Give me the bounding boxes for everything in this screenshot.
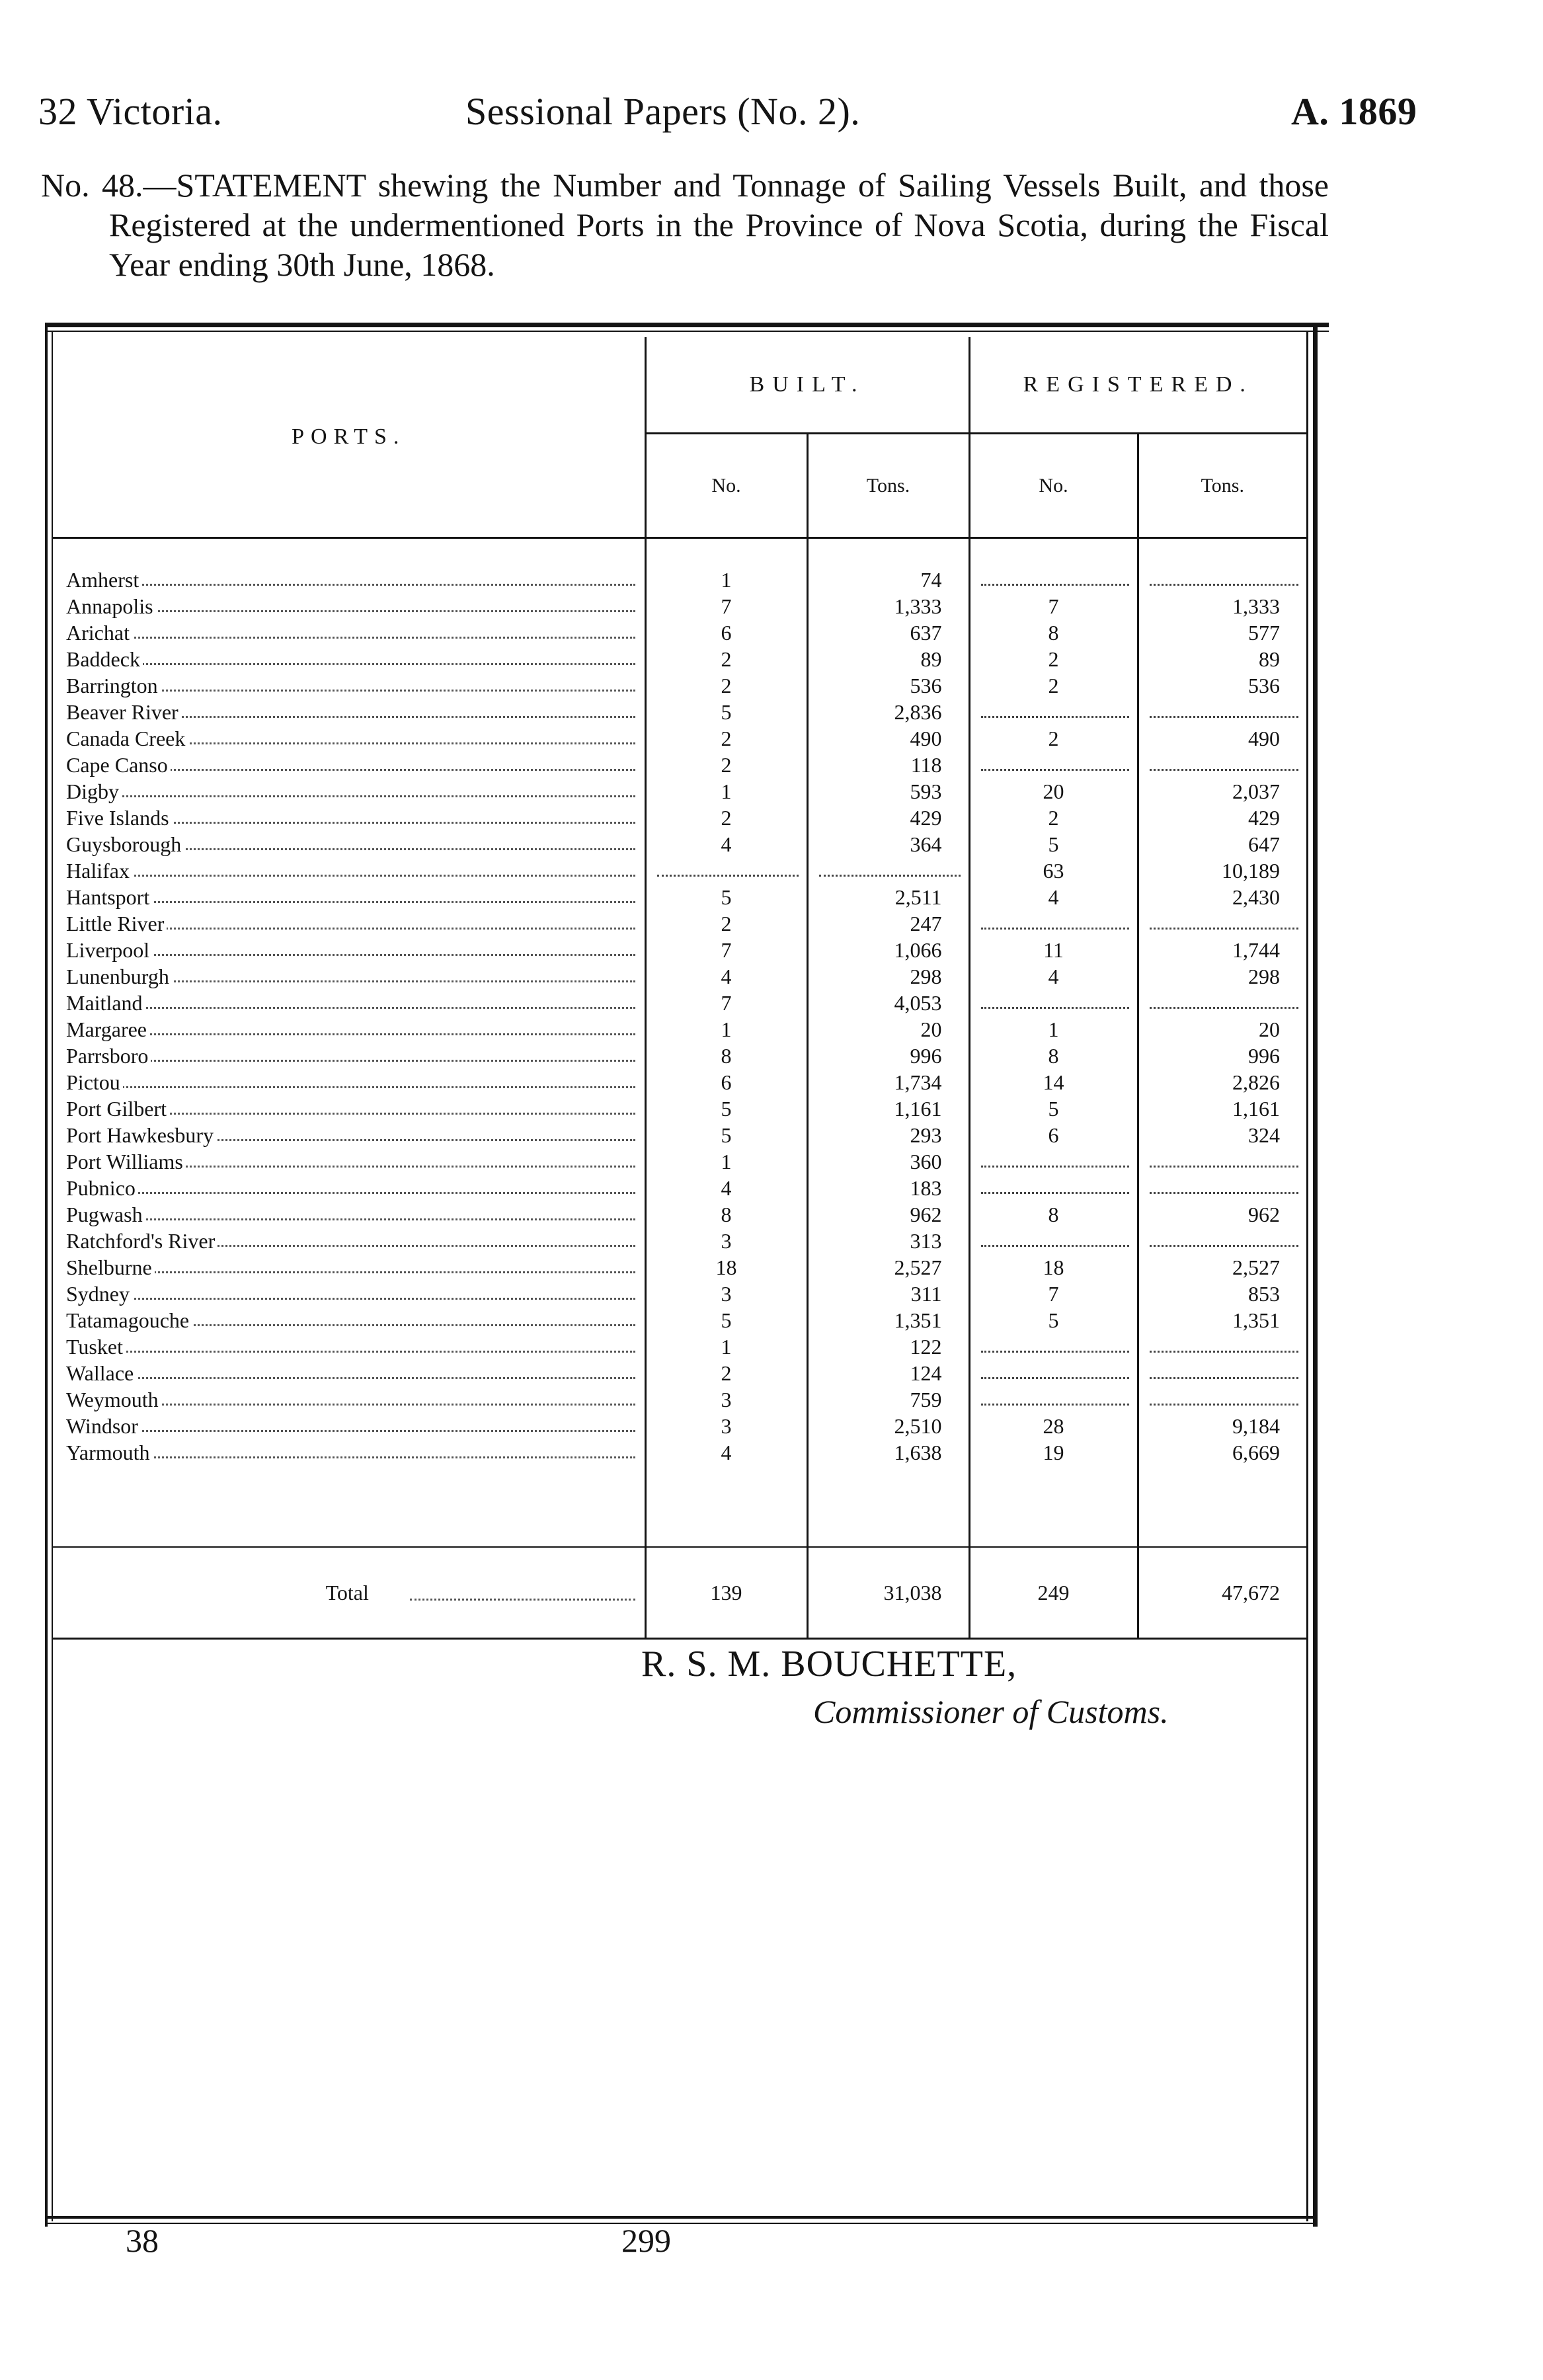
table-row bbox=[53, 778, 1306, 805]
registered-tons-cell bbox=[1138, 1333, 1306, 1360]
table-row bbox=[53, 752, 1306, 778]
total-registered-tons: 47,672 bbox=[1138, 1547, 1306, 1639]
table-row bbox=[53, 857, 1306, 884]
built-tons-cell: 311 bbox=[807, 1281, 969, 1307]
total-label-cell bbox=[53, 1547, 645, 1639]
table-row bbox=[53, 1333, 1306, 1360]
table-row bbox=[53, 593, 1306, 619]
built-no-cell: 3 bbox=[645, 1413, 807, 1439]
port-name: Ratchford's River bbox=[66, 1229, 218, 1253]
built-tons-cell: 1,734 bbox=[807, 1069, 969, 1095]
built-tons-cell: 637 bbox=[807, 619, 969, 646]
built-tons-cell: 759 bbox=[807, 1386, 969, 1413]
registered-no-cell bbox=[969, 567, 1138, 593]
registered-no-cell bbox=[969, 1386, 1138, 1413]
frame-rule-right-inner bbox=[1306, 331, 1308, 2221]
built-tons-cell: 298 bbox=[807, 963, 969, 990]
port-name: Pictou bbox=[66, 1070, 123, 1094]
registered-tons-cell: 2,037 bbox=[1138, 778, 1306, 805]
built-tons-cell: 2,527 bbox=[807, 1254, 969, 1281]
registered-tons-cell bbox=[1138, 1360, 1306, 1386]
vessels-table bbox=[53, 337, 1306, 1640]
built-no-cell: 2 bbox=[645, 805, 807, 831]
registered-no-cell: 6 bbox=[969, 1122, 1138, 1148]
table-row bbox=[53, 1439, 1306, 1466]
built-no-cell: 4 bbox=[645, 1175, 807, 1201]
total-registered-no: 249 bbox=[969, 1547, 1138, 1639]
registered-tons-cell: 1,161 bbox=[1138, 1095, 1306, 1122]
built-tons-cell: 2,510 bbox=[807, 1413, 969, 1439]
built-no-cell: 8 bbox=[645, 1201, 807, 1228]
port-name-cell bbox=[53, 1148, 645, 1175]
table-row bbox=[53, 1228, 1306, 1254]
port-name-cell bbox=[53, 1175, 645, 1201]
port-name: Halifax bbox=[66, 859, 132, 883]
port-name: Beaver River bbox=[66, 700, 181, 724]
table-row bbox=[53, 567, 1306, 593]
built-tons-cell: 429 bbox=[807, 805, 969, 831]
registered-no-cell: 2 bbox=[969, 646, 1138, 672]
registered-tons-cell: 298 bbox=[1138, 963, 1306, 990]
built-no-cell: 3 bbox=[645, 1281, 807, 1307]
registered-no-cell bbox=[969, 1333, 1138, 1360]
port-name: Sydney bbox=[66, 1282, 132, 1306]
registered-no-cell: 5 bbox=[969, 1307, 1138, 1333]
built-tons-cell: 536 bbox=[807, 672, 969, 699]
registered-no-cell bbox=[969, 699, 1138, 725]
table-row bbox=[53, 1307, 1306, 1333]
built-no-cell: 6 bbox=[645, 1069, 807, 1095]
registered-tons-cell: 647 bbox=[1138, 831, 1306, 857]
table-row bbox=[53, 1043, 1306, 1069]
registered-no-cell bbox=[969, 1228, 1138, 1254]
built-tons-cell: 1,638 bbox=[807, 1439, 969, 1466]
table-row bbox=[53, 831, 1306, 857]
registered-tons-cell bbox=[1138, 567, 1306, 593]
port-name: Parrsboro bbox=[66, 1044, 151, 1068]
port-name-cell bbox=[53, 1386, 645, 1413]
registered-no-cell: 20 bbox=[969, 778, 1138, 805]
built-no-cell: 1 bbox=[645, 778, 807, 805]
table-row bbox=[53, 805, 1306, 831]
registered-no-cell: 14 bbox=[969, 1069, 1138, 1095]
port-name-cell bbox=[53, 1201, 645, 1228]
built-no-cell: 1 bbox=[645, 1333, 807, 1360]
port-name-cell bbox=[53, 1043, 645, 1069]
table-row bbox=[53, 937, 1306, 963]
port-name-cell bbox=[53, 990, 645, 1016]
port-name-cell bbox=[53, 1413, 645, 1439]
registered-no-cell: 4 bbox=[969, 963, 1138, 990]
built-no-cell: 5 bbox=[645, 884, 807, 910]
port-name-cell bbox=[53, 1254, 645, 1281]
port-name: Little River bbox=[66, 912, 167, 935]
frame-rule-left bbox=[45, 323, 48, 2227]
registered-no-cell: 5 bbox=[969, 1095, 1138, 1122]
built-tons-cell: 593 bbox=[807, 778, 969, 805]
port-name-cell bbox=[53, 699, 645, 725]
port-name-cell bbox=[53, 910, 645, 937]
port-name: Windsor bbox=[66, 1414, 141, 1438]
built-tons-cell: 74 bbox=[807, 567, 969, 593]
built-tons-cell: 1,333 bbox=[807, 593, 969, 619]
built-tons-cell: 1,161 bbox=[807, 1095, 969, 1122]
table-row bbox=[53, 1413, 1306, 1439]
registered-tons-cell: 324 bbox=[1138, 1122, 1306, 1148]
port-name: Canada Creek bbox=[66, 727, 188, 750]
table-row bbox=[53, 1360, 1306, 1386]
registered-tons-cell: 536 bbox=[1138, 672, 1306, 699]
table-row bbox=[53, 1095, 1306, 1122]
port-name: Port Gilbert bbox=[66, 1097, 169, 1121]
port-name: Weymouth bbox=[66, 1388, 161, 1411]
header-year: A. 1869 bbox=[1291, 90, 1417, 133]
registered-no-cell: 4 bbox=[969, 884, 1138, 910]
built-no-cell: 4 bbox=[645, 1439, 807, 1466]
table-row bbox=[53, 910, 1306, 937]
port-name-cell bbox=[53, 1333, 645, 1360]
port-name: Baddeck bbox=[66, 647, 143, 671]
port-name: Wallace bbox=[66, 1361, 136, 1385]
registered-tons-cell: 89 bbox=[1138, 646, 1306, 672]
port-name-cell bbox=[53, 805, 645, 831]
port-name-cell bbox=[53, 1307, 645, 1333]
port-name-cell bbox=[53, 937, 645, 963]
built-no-cell: 2 bbox=[645, 646, 807, 672]
registered-tons-cell bbox=[1138, 752, 1306, 778]
table-row bbox=[53, 963, 1306, 990]
port-name-cell bbox=[53, 778, 645, 805]
port-name: Shelburne bbox=[66, 1255, 155, 1279]
port-name-cell bbox=[53, 963, 645, 990]
built-no-cell: 5 bbox=[645, 1122, 807, 1148]
frame-rule-top bbox=[45, 323, 1329, 327]
port-name-cell bbox=[53, 857, 645, 884]
built-no-cell: 3 bbox=[645, 1386, 807, 1413]
built-no-cell: 1 bbox=[645, 1016, 807, 1043]
port-name-cell bbox=[53, 884, 645, 910]
port-name: Pugwash bbox=[66, 1203, 145, 1226]
registered-no-cell: 63 bbox=[969, 857, 1138, 884]
port-name-cell bbox=[53, 1439, 645, 1466]
built-tons-cell: 313 bbox=[807, 1228, 969, 1254]
port-name-cell bbox=[53, 646, 645, 672]
built-no-cell: 5 bbox=[645, 1307, 807, 1333]
table-row bbox=[53, 1148, 1306, 1175]
registered-no-cell bbox=[969, 990, 1138, 1016]
table-row bbox=[53, 725, 1306, 752]
registered-tons-cell: 20 bbox=[1138, 1016, 1306, 1043]
table-row bbox=[53, 1175, 1306, 1201]
registered-no-cell bbox=[969, 752, 1138, 778]
registered-tons-cell: 10,189 bbox=[1138, 857, 1306, 884]
registered-tons-cell: 2,527 bbox=[1138, 1254, 1306, 1281]
port-name-cell bbox=[53, 1095, 645, 1122]
table-row bbox=[53, 1122, 1306, 1148]
registered-tons-cell bbox=[1138, 990, 1306, 1016]
built-tons-cell: 247 bbox=[807, 910, 969, 937]
registered-tons-cell: 853 bbox=[1138, 1281, 1306, 1307]
built-no-cell: 5 bbox=[645, 699, 807, 725]
built-tons-cell bbox=[807, 857, 969, 884]
port-name: Amherst bbox=[66, 568, 141, 592]
registered-tons-cell: 2,430 bbox=[1138, 884, 1306, 910]
registered-no-cell: 8 bbox=[969, 1043, 1138, 1069]
registered-tons-cell bbox=[1138, 1148, 1306, 1175]
registered-tons-cell bbox=[1138, 1228, 1306, 1254]
table-row bbox=[53, 1201, 1306, 1228]
built-tons-cell: 2,836 bbox=[807, 699, 969, 725]
frame-rule-bottom-inner bbox=[45, 2223, 1318, 2224]
built-no-cell: 8 bbox=[645, 1043, 807, 1069]
built-tons-cell: 183 bbox=[807, 1175, 969, 1201]
registered-tons-cell: 490 bbox=[1138, 725, 1306, 752]
built-group-header: BUILT. bbox=[645, 337, 969, 434]
built-no-cell: 6 bbox=[645, 619, 807, 646]
built-tons-cell: 364 bbox=[807, 831, 969, 857]
port-name: Yarmouth bbox=[66, 1441, 153, 1464]
caption-text: shewing the Number and Tonnage of Sailing Vessels Built, and those Registered at the undermentioned Ports in the Province of Nova Scotia, during the Fiscal Year ending 30th June, 1868. bbox=[109, 167, 1329, 283]
signature-title: Commissioner of Customs. bbox=[813, 1693, 1169, 1730]
port-name-cell bbox=[53, 1069, 645, 1095]
built-no-cell: 2 bbox=[645, 725, 807, 752]
registered-tons-cell bbox=[1138, 699, 1306, 725]
header-title: Sessional Papers (No. 2). bbox=[465, 90, 861, 133]
built-tons-cell: 1,066 bbox=[807, 937, 969, 963]
port-name-cell bbox=[53, 593, 645, 619]
registered-no-cell: 8 bbox=[969, 1201, 1138, 1228]
port-name: Maitland bbox=[66, 991, 145, 1015]
built-no-cell: 7 bbox=[645, 990, 807, 1016]
port-name: Five Islands bbox=[66, 806, 172, 830]
table-row bbox=[53, 1069, 1306, 1095]
port-name: Port Williams bbox=[66, 1150, 186, 1173]
registered-no-cell: 1 bbox=[969, 1016, 1138, 1043]
built-tons-cell: 89 bbox=[807, 646, 969, 672]
port-name: Pubnico bbox=[66, 1176, 138, 1200]
port-name-cell bbox=[53, 672, 645, 699]
registered-tons-header: Tons. bbox=[1138, 434, 1306, 538]
port-name-cell bbox=[53, 619, 645, 646]
registered-no-cell: 2 bbox=[969, 672, 1138, 699]
footer-page-number: 299 bbox=[621, 2222, 671, 2259]
registered-tons-cell: 1,744 bbox=[1138, 937, 1306, 963]
registered-no-cell: 2 bbox=[969, 805, 1138, 831]
port-name: Lunenburgh bbox=[66, 965, 172, 988]
signature-name: R. S. M. BOUCHETTE, bbox=[641, 1644, 1017, 1685]
registered-tons-cell: 429 bbox=[1138, 805, 1306, 831]
built-no-cell: 7 bbox=[645, 937, 807, 963]
registered-no-cell: 18 bbox=[969, 1254, 1138, 1281]
total-built-tons: 31,038 bbox=[807, 1547, 969, 1639]
table-row bbox=[53, 1016, 1306, 1043]
registered-no-cell bbox=[969, 1148, 1138, 1175]
port-name: Annapolis bbox=[66, 594, 156, 618]
built-no-cell: 4 bbox=[645, 831, 807, 857]
registered-no-cell: 5 bbox=[969, 831, 1138, 857]
built-no-header: No. bbox=[645, 434, 807, 538]
built-no-cell: 2 bbox=[645, 910, 807, 937]
table-row bbox=[53, 990, 1306, 1016]
built-tons-cell: 4,053 bbox=[807, 990, 969, 1016]
built-tons-cell: 122 bbox=[807, 1333, 969, 1360]
built-tons-cell: 20 bbox=[807, 1016, 969, 1043]
registered-no-cell bbox=[969, 910, 1138, 937]
table-row bbox=[53, 619, 1306, 646]
registered-group-header: REGISTERED. bbox=[969, 337, 1306, 434]
built-no-cell: 4 bbox=[645, 963, 807, 990]
port-name: Port Hawkesbury bbox=[66, 1123, 216, 1147]
built-no-cell: 2 bbox=[645, 752, 807, 778]
port-name-cell bbox=[53, 752, 645, 778]
registered-tons-cell: 1,351 bbox=[1138, 1307, 1306, 1333]
built-no-cell: 3 bbox=[645, 1228, 807, 1254]
port-name: Hantsport bbox=[66, 885, 152, 909]
port-name: Barrington bbox=[66, 674, 161, 697]
built-tons-cell: 118 bbox=[807, 752, 969, 778]
table-row bbox=[53, 646, 1306, 672]
total-built-no: 139 bbox=[645, 1547, 807, 1639]
registered-tons-cell bbox=[1138, 1175, 1306, 1201]
built-tons-cell: 293 bbox=[807, 1122, 969, 1148]
frame-rule-top-inner bbox=[45, 331, 1329, 332]
port-name-cell bbox=[53, 1228, 645, 1254]
registered-no-cell bbox=[969, 1175, 1138, 1201]
frame-rule-bottom bbox=[45, 2216, 1318, 2219]
registered-no-header: No. bbox=[969, 434, 1138, 538]
built-no-cell: 5 bbox=[645, 1095, 807, 1122]
table-row bbox=[53, 1281, 1306, 1307]
built-no-cell: 2 bbox=[645, 672, 807, 699]
caption-number: No. 48.—STATEMENT bbox=[41, 167, 366, 204]
built-no-cell: 1 bbox=[645, 567, 807, 593]
port-name: Tusket bbox=[66, 1335, 126, 1359]
total-row bbox=[53, 1547, 1306, 1639]
registered-no-cell: 11 bbox=[969, 937, 1138, 963]
registered-no-cell: 7 bbox=[969, 1281, 1138, 1307]
table-row bbox=[53, 699, 1306, 725]
registered-no-cell bbox=[969, 1360, 1138, 1386]
port-name-cell bbox=[53, 725, 645, 752]
registered-no-cell: 2 bbox=[969, 725, 1138, 752]
built-no-cell: 18 bbox=[645, 1254, 807, 1281]
port-name-cell bbox=[53, 567, 645, 593]
built-no-cell: 1 bbox=[645, 1148, 807, 1175]
total-label: Total bbox=[326, 1581, 372, 1605]
built-tons-cell: 2,511 bbox=[807, 884, 969, 910]
built-tons-cell: 124 bbox=[807, 1360, 969, 1386]
built-tons-cell: 996 bbox=[807, 1043, 969, 1069]
built-tons-header: Tons. bbox=[807, 434, 969, 538]
registered-tons-cell: 2,826 bbox=[1138, 1069, 1306, 1095]
built-tons-cell: 1,351 bbox=[807, 1307, 969, 1333]
registered-tons-cell: 6,669 bbox=[1138, 1439, 1306, 1466]
frame-rule-right bbox=[1313, 323, 1318, 2227]
port-name-cell bbox=[53, 1360, 645, 1386]
table-caption bbox=[41, 165, 1329, 284]
header-session: 32 Victoria. bbox=[38, 90, 223, 133]
table-row bbox=[53, 1254, 1306, 1281]
table-row bbox=[53, 1386, 1306, 1413]
ports-column-header: PORTS. bbox=[53, 337, 645, 538]
port-name: Liverpool bbox=[66, 938, 152, 962]
built-tons-cell: 962 bbox=[807, 1201, 969, 1228]
footer-page-left: 38 bbox=[126, 2222, 159, 2259]
port-name: Digby bbox=[66, 779, 122, 803]
built-no-cell: 2 bbox=[645, 1360, 807, 1386]
table-row bbox=[53, 884, 1306, 910]
registered-tons-cell bbox=[1138, 910, 1306, 937]
registered-no-cell: 7 bbox=[969, 593, 1138, 619]
built-no-cell bbox=[645, 857, 807, 884]
registered-no-cell: 28 bbox=[969, 1413, 1138, 1439]
port-name: Arichat bbox=[66, 621, 132, 645]
registered-tons-cell: 577 bbox=[1138, 619, 1306, 646]
registered-no-cell: 19 bbox=[969, 1439, 1138, 1466]
registered-tons-cell bbox=[1138, 1386, 1306, 1413]
built-tons-cell: 490 bbox=[807, 725, 969, 752]
port-name: Cape Canso bbox=[66, 753, 171, 777]
built-tons-cell: 360 bbox=[807, 1148, 969, 1175]
built-no-cell: 7 bbox=[645, 593, 807, 619]
port-name: Tatamagouche bbox=[66, 1308, 192, 1332]
port-name: Margaree bbox=[66, 1017, 149, 1041]
port-name: Guysborough bbox=[66, 832, 184, 856]
port-name-cell bbox=[53, 1016, 645, 1043]
table-row bbox=[53, 672, 1306, 699]
port-name-cell bbox=[53, 1281, 645, 1307]
registered-tons-cell: 962 bbox=[1138, 1201, 1306, 1228]
port-name-cell bbox=[53, 831, 645, 857]
registered-tons-cell: 1,333 bbox=[1138, 593, 1306, 619]
registered-tons-cell: 996 bbox=[1138, 1043, 1306, 1069]
registered-tons-cell: 9,184 bbox=[1138, 1413, 1306, 1439]
registered-no-cell: 8 bbox=[969, 619, 1138, 646]
port-name-cell bbox=[53, 1122, 645, 1148]
